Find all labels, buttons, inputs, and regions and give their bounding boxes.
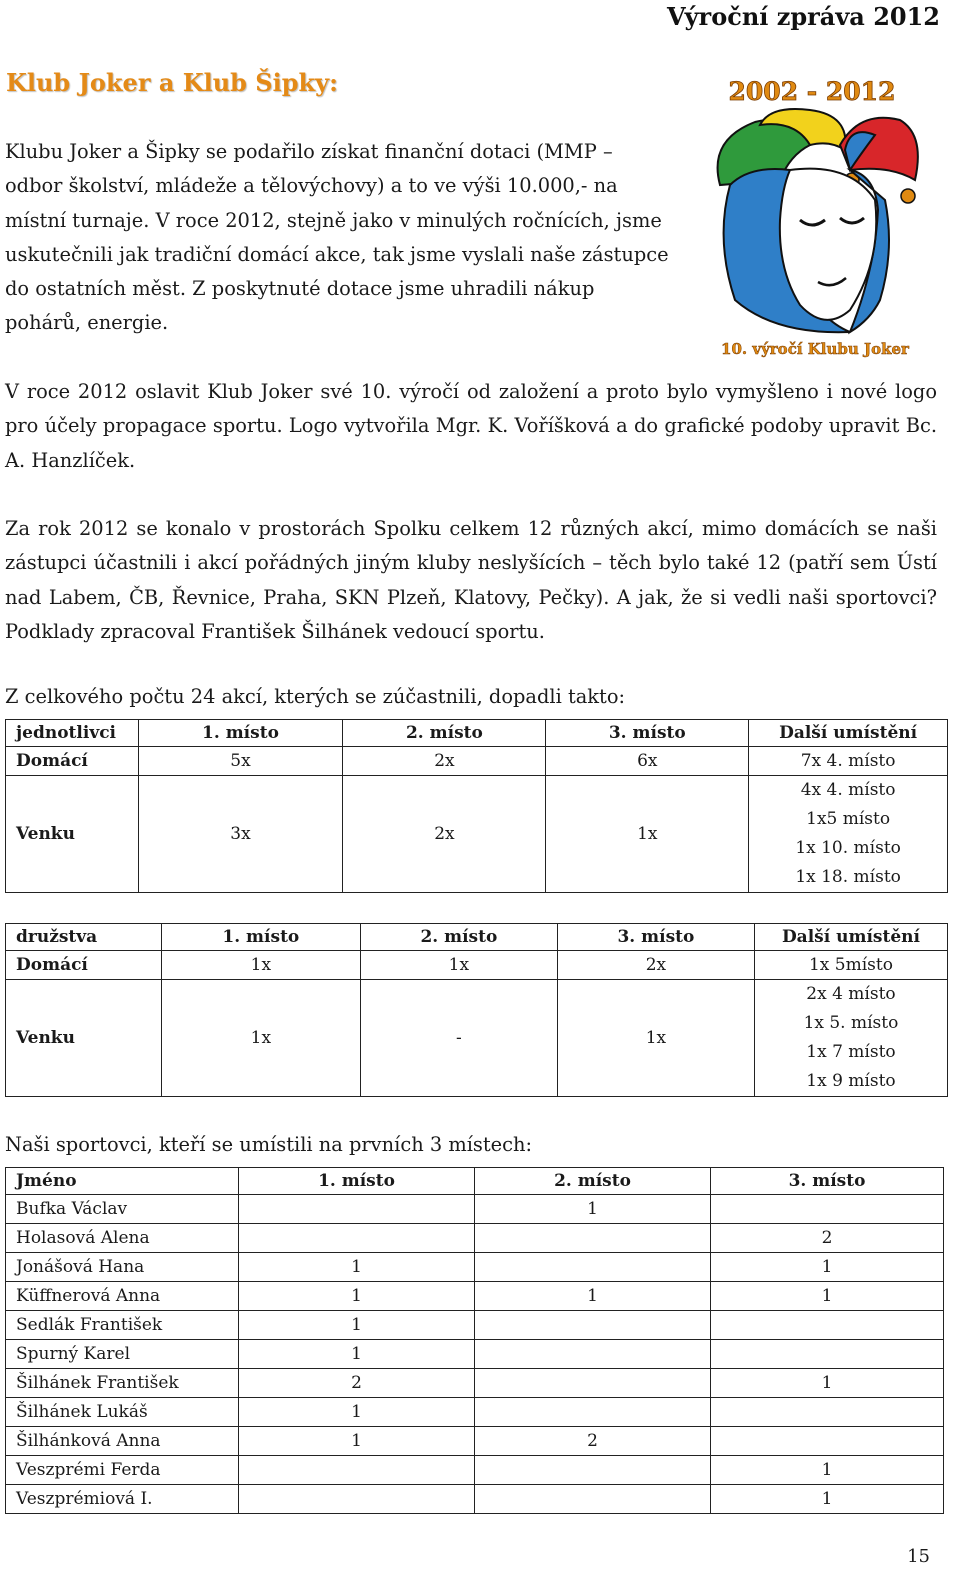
cell-second: 2x <box>343 747 546 776</box>
header-cell: Další umístění <box>754 924 947 951</box>
cell-other: 1x 5místo <box>754 951 947 980</box>
cell-first: 1 <box>239 1340 475 1369</box>
athlete-name: Sedlák František <box>6 1311 239 1340</box>
cell-first: 1 <box>239 1311 475 1340</box>
other-line: 4x 4. místo <box>800 780 896 800</box>
cell-third: 1 <box>711 1369 944 1398</box>
cell-second: 2 <box>475 1427 711 1456</box>
table-row <box>6 1311 944 1340</box>
table-individual <box>5 719 948 893</box>
header-cell: 2. místo <box>475 1168 711 1195</box>
bell-right <box>901 189 915 203</box>
cell-first: 1 <box>239 1253 475 1282</box>
table-row <box>6 1340 944 1369</box>
athlete-name: Šilhánek František <box>6 1369 239 1398</box>
table-row <box>6 1485 944 1514</box>
athlete-name: Bufka Václav <box>6 1195 239 1224</box>
cell-first: 1x <box>161 980 360 1097</box>
logo-caption: 10. výročí Klubu Joker <box>721 340 909 358</box>
paragraph-events: Za rok 2012 se konalo v prostorách Spolku celkem 12 různých akcí, mimo domácích se naši zástupci účastnili i akcí pořádných jiným kluby neslyšících – těch bylo také 12 (patří sem Ústí nad Labem, ČB, Řevnice, Praha, SKN Plzeň, Klatovy, Pečky). A jak, že si vedli naši sportovci? Podklady zpracoval František Šilhánek vedoucí sportu. <box>5 517 937 643</box>
table-row <box>6 980 948 1097</box>
cell-third: 1x <box>546 776 749 893</box>
cell-second <box>475 1253 711 1282</box>
table-row <box>6 747 948 776</box>
cell-third: 1 <box>711 1456 944 1485</box>
cell-second: 1x <box>360 951 557 980</box>
caption-athletes: Naši sportovci, kteří se umístili na prvních 3 místech: <box>5 1133 533 1156</box>
cell-second <box>475 1398 711 1427</box>
cell-second <box>475 1311 711 1340</box>
header-cell: 3. místo <box>546 720 749 747</box>
cell-other <box>749 776 948 893</box>
table-row <box>6 1398 944 1427</box>
athlete-name: Küffnerová Anna <box>6 1282 239 1311</box>
cell-third: 1x <box>557 980 754 1097</box>
cell-second: 1 <box>475 1195 711 1224</box>
row-label: Venku <box>6 776 139 893</box>
cell-second: 2x <box>343 776 546 893</box>
header-cell: jednotlivci <box>6 720 139 747</box>
row-label: Venku <box>6 980 162 1097</box>
cell-first: 3x <box>138 776 343 893</box>
header-cell: 3. místo <box>711 1168 944 1195</box>
cell-second <box>475 1340 711 1369</box>
caption-results: Z celkového počtu 24 akcí, kterých se zúčastnili, dopadli takto: <box>5 685 626 708</box>
cell-second <box>475 1224 711 1253</box>
page-header-title: Výroční zpráva 2012 <box>666 2 940 31</box>
other-line: 1x5 místo <box>806 809 891 829</box>
other-line: 1x 9 místo <box>806 1071 896 1091</box>
joker-logo <box>700 70 930 362</box>
athlete-name: Holasová Alena <box>6 1224 239 1253</box>
cell-third <box>711 1195 944 1224</box>
table-row <box>6 1224 944 1253</box>
row-label: Domácí <box>6 951 162 980</box>
table-team <box>5 923 948 1097</box>
cell-third: 1 <box>711 1282 944 1311</box>
cell-second <box>475 1485 711 1514</box>
table-row <box>6 1456 944 1485</box>
cell-first <box>239 1456 475 1485</box>
cell-third: 1 <box>711 1253 944 1282</box>
row-label: Domácí <box>6 747 139 776</box>
other-line: 1x 5. místo <box>803 1013 899 1033</box>
cell-first: 5x <box>138 747 343 776</box>
cell-third: 2 <box>711 1224 944 1253</box>
table-row <box>6 1195 944 1224</box>
cell-first <box>239 1485 475 1514</box>
header-cell: 2. místo <box>343 720 546 747</box>
table-row <box>6 1369 944 1398</box>
page-number: 15 <box>907 1546 930 1567</box>
cell-first: 2 <box>239 1369 475 1398</box>
paragraph-anniversary: V roce 2012 oslavit Klub Joker své 10. výročí od založení a proto bylo vymyšleno i nové logo pro účely propagace sportu. Logo vytvořila Mgr. K. Voříšková a do grafické podoby upravit Bc. A. Hanzlíček. <box>5 380 937 472</box>
header-cell: družstva <box>6 924 162 951</box>
cell-first: 1x <box>161 951 360 980</box>
other-line: 1x 18. místo <box>795 867 901 887</box>
cell-first: 1 <box>239 1282 475 1311</box>
table-header-row <box>6 720 948 747</box>
cell-third: 6x <box>546 747 749 776</box>
cell-second <box>475 1369 711 1398</box>
cell-third <box>711 1340 944 1369</box>
athlete-name: Jonášová Hana <box>6 1253 239 1282</box>
header-cell: 3. místo <box>557 924 754 951</box>
table-row <box>6 1282 944 1311</box>
athlete-name: Šilhánková Anna <box>6 1427 239 1456</box>
table-row <box>6 1427 944 1456</box>
other-line: 1x 10. místo <box>795 838 901 858</box>
other-line: 1x 7 místo <box>806 1042 896 1062</box>
logo-years: 2002 - 2012 <box>728 77 896 106</box>
header-cell: 1. místo <box>161 924 360 951</box>
table-row <box>6 951 948 980</box>
section-title: Klub Joker a Klub Šipky: <box>6 68 338 97</box>
table-row <box>6 1253 944 1282</box>
cell-third: 1 <box>711 1485 944 1514</box>
cell-first: 1 <box>239 1398 475 1427</box>
header-cell: Jméno <box>6 1168 239 1195</box>
cell-first: 1 <box>239 1427 475 1456</box>
cell-second <box>475 1456 711 1485</box>
table-athletes <box>5 1167 944 1514</box>
header-cell: Další umístění <box>749 720 948 747</box>
athlete-name: Šilhánek Lukáš <box>6 1398 239 1427</box>
cell-first <box>239 1195 475 1224</box>
cell-other: 7x 4. místo <box>749 747 948 776</box>
cell-third <box>711 1427 944 1456</box>
cell-second: 1 <box>475 1282 711 1311</box>
header-cell: 1. místo <box>138 720 343 747</box>
cell-other <box>754 980 947 1097</box>
athlete-name: Spurný Karel <box>6 1340 239 1369</box>
table-header-row <box>6 924 948 951</box>
cell-third: 2x <box>557 951 754 980</box>
other-line: 2x 4 místo <box>806 984 896 1004</box>
cell-first <box>239 1224 475 1253</box>
athlete-name: Veszprémi Ferda <box>6 1456 239 1485</box>
cell-third <box>711 1311 944 1340</box>
athlete-name: Veszprémiová I. <box>6 1485 239 1514</box>
cell-second: - <box>360 980 557 1097</box>
paragraph-grant: Klubu Joker a Šipky se podařilo získat finanční dotaci (MMP – odbor školství, mládeže a tělovýchovy) a to ve výši 10.000,- na místní turnaje. V roce 2012, stejně jako v minulých ročnících, jsme uskutečnili jak tradiční domácí akce, tak jsme vyslali naše zástupce do ostatních měst. Z poskytnuté dotace jsme uhradili nákup pohárů, energie. <box>5 140 669 335</box>
cell-third <box>711 1398 944 1427</box>
table-row <box>6 776 948 893</box>
header-cell: 1. místo <box>239 1168 475 1195</box>
table-header-row <box>6 1168 944 1195</box>
header-cell: 2. místo <box>360 924 557 951</box>
